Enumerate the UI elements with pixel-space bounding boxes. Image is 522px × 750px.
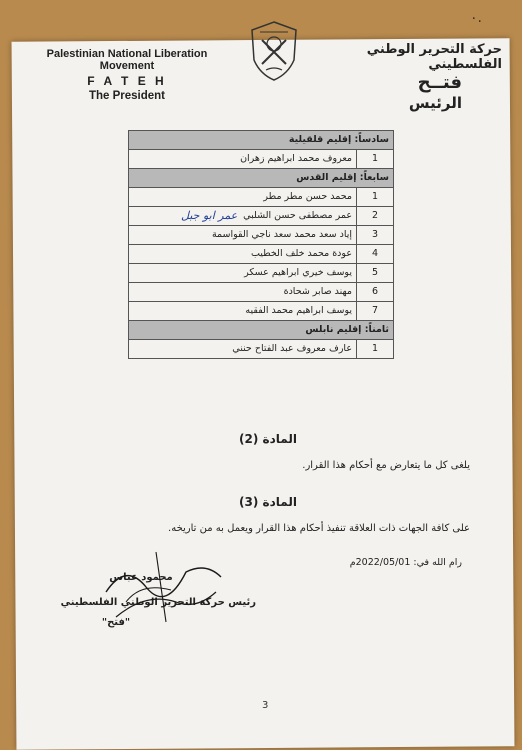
table-row	[129, 207, 394, 226]
member-name: يوسف خيري ابراهيم عسكر	[129, 264, 357, 283]
members-table	[128, 130, 394, 359]
org-name-ar: حركة التحرير الوطني الفلسطيني	[366, 42, 502, 72]
article-3-body: على كافة الجهات ذات العلاقة تنفيذ أحكام هذا القرار ويعمل به من تاريخه.	[168, 523, 470, 534]
section-title: سادساً: إقليم قلقيلية	[129, 131, 394, 150]
row-number: 5	[357, 264, 394, 283]
member-name: عودة محمد خلف الخطيب	[129, 245, 357, 264]
row-number: 2	[357, 207, 394, 226]
top-mark: ٠.	[470, 10, 482, 26]
row-number: 7	[357, 302, 394, 321]
article-2-body: يلغى كل ما يتعارض مع أحكام هذا القرار.	[302, 460, 470, 471]
section-header	[129, 169, 394, 188]
english-letterhead	[22, 48, 232, 102]
member-name-cell	[129, 207, 357, 226]
member-name: مهند صابر شحادة	[129, 283, 357, 302]
row-number: 3	[357, 226, 394, 245]
president-en: The President	[88, 90, 166, 102]
member-name: محمد حسن مطر مطر	[129, 188, 357, 207]
member-name: عمر مصطفى حسن الشلبي	[243, 210, 352, 221]
org-name-en: Palestinian National Liberation Movement	[46, 48, 208, 72]
table-row	[129, 226, 394, 245]
row-number: 1	[357, 188, 394, 207]
row-number: 1	[357, 340, 394, 359]
section-title: سابعاً: إقليم القدس	[129, 169, 394, 188]
section-header	[129, 321, 394, 340]
table-row	[129, 188, 394, 207]
table-row	[129, 264, 394, 283]
fatah-emblem-icon	[248, 20, 300, 82]
section-header	[129, 131, 394, 150]
row-number: 4	[357, 245, 394, 264]
article-3-title: المادة (3)	[239, 495, 297, 509]
arabic-letterhead	[302, 42, 502, 112]
article-2-title: المادة (2)	[239, 432, 297, 446]
president-ar: الرئيس	[408, 94, 462, 112]
fateh-en: F A T E H	[87, 74, 167, 88]
handwritten-note: عمر ابو جبل	[181, 209, 238, 222]
signatory-name: محمود عباس	[109, 572, 173, 583]
table-row	[129, 150, 394, 169]
member-name: إياد سعد محمد سعد ناجي القواسمة	[129, 226, 357, 245]
member-name: معروف محمد ابراهيم زهران	[129, 150, 357, 169]
issue-date: رام الله في: 2022/05/01م	[349, 557, 462, 568]
row-number: 6	[357, 283, 394, 302]
member-name: يوسف ابراهيم محمد الفقيه	[129, 302, 357, 321]
table-row	[129, 283, 394, 302]
page-number: 3	[262, 700, 269, 711]
row-number: 1	[357, 150, 394, 169]
table-row	[129, 340, 394, 359]
signatory-org: "فتح"	[101, 617, 131, 628]
member-name: عارف معروف عبد الفتاح حنني	[129, 340, 357, 359]
table-row	[129, 245, 394, 264]
section-title: ثامناً: إقليم نابلس	[129, 321, 394, 340]
fateh-ar: فتــح	[417, 72, 462, 93]
table-row	[129, 302, 394, 321]
signature-icon	[96, 532, 236, 632]
signatory-title: رئيس حركة التحرير الوطني الفلسطيني	[60, 597, 256, 608]
